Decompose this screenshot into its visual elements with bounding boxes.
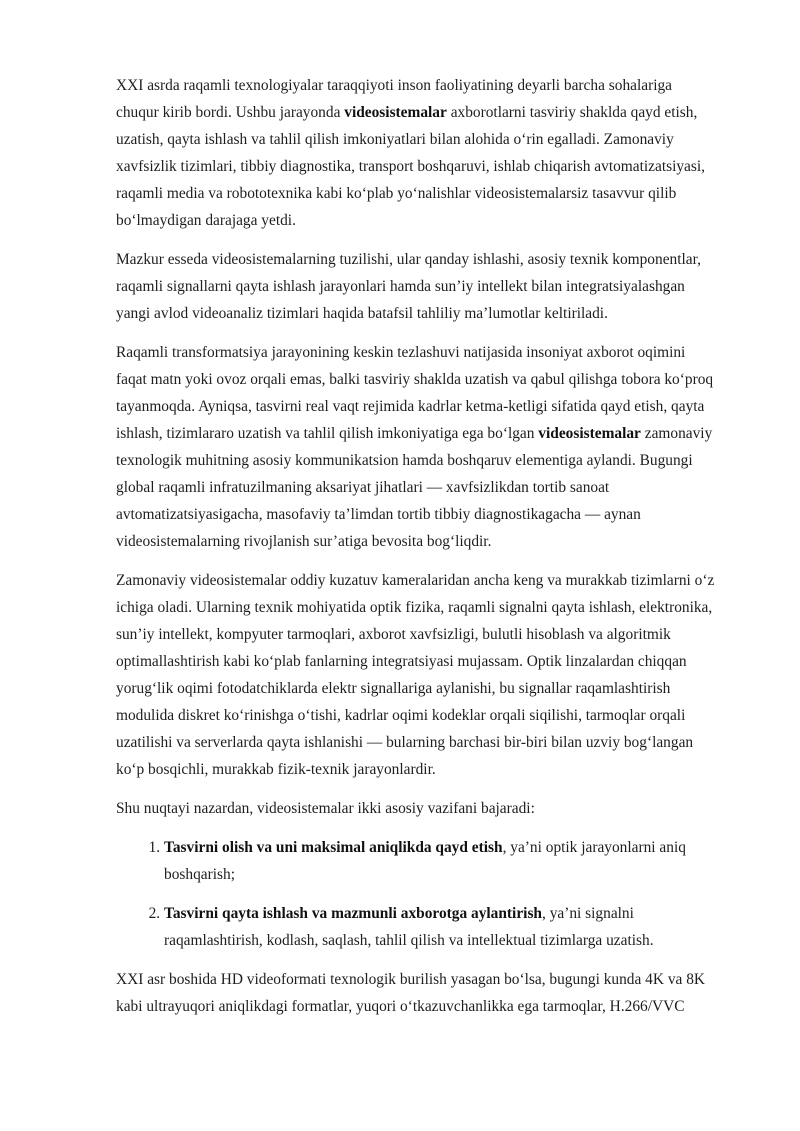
list-item-text: , ya’ni signalni raqamlashtirish, kodlash, saqlash, tahlil qilish va intellektual tizimlarga uzatish. [164, 905, 654, 949]
text-span: XXI asrda raqamli texnologiyalar taraqqiyoti inson faoliyatining deyarli barcha sohalariga chuqur kirib bordi. Ushbu jarayonda [116, 77, 673, 121]
paragraph-digital-transformation [116, 339, 716, 555]
list-item-text: , ya’ni optik jarayonlarni aniq boshqarish; [164, 839, 686, 883]
paragraph-essay-scope: Mazkur esseda videosistemalarning tuzilishi, ular qanday ishlashi, asosiy texnik komponentlar, raqamli signallarni qayta ishlash jarayonlari hamda sun’iy intellekt bilan integratsiyalashgan yangi avlod videoanaliz tizimlari haqida batafsil tahliliy ma’lumotlar keltiriladi. [116, 251, 701, 322]
list-item-bold: Tasvirni olish va uni maksimal aniqlikda qayd etish [164, 839, 503, 856]
document-page [116, 72, 716, 1032]
text-span: Raqamli transformatsiya jarayonining keskin tezlashuvi natijasida insoniyat axborot oqimini faqat matn yoki ovoz orqali emas, balki tasviriy shaklda uzatish va qabul qilishga tobora koʻproq tayanmoqda. Ayniqsa, tasvirni real vaqt rejimida kadrlar ketma-ketligi sifatida qayd etish, qayta ishlash, tizimlararo uzatish va tahlil qilish imkoniyatiga ega boʻlgan [116, 344, 714, 442]
text-span: axborotlarni tasviriy shaklda qayd etish, uzatish, qayta ishlash va tahlil qilish imkoniyatlari bilan alohida oʻrin egalladi. Zamonaviy xavfsizlik tizimlari, tibbiy diagnostika, transport boshqaruvi, ishlab chiqarish avtomatizatsiyasi, raqamli media va robototexnika kabi koʻplab yoʻnalishlar videosistemalarsiz tasavvur qilib boʻlmaydigan darajaga yetdi. [116, 104, 705, 229]
tasks-list [116, 834, 716, 954]
paragraph-two-tasks-intro: Shu nuqtayi nazardan, videosistemalar ikki asosiy vazifani bajaradi: [116, 800, 535, 817]
bold-term: videosistemalar [344, 104, 447, 121]
paragraph-hd-formats: XXI asr boshida HD videoformati texnologik burilish yasagan boʻlsa, bugungi kunda 4K va 8K kabi ultrayuqori aniqlikdagi formatlar, yuqori oʻtkazuvchanlikka ega tarmoqlar, H.266/VVC [116, 971, 706, 1015]
list-item-bold: Tasvirni qayta ishlash va mazmunli axborotga aylantirish [164, 905, 542, 922]
bold-term: videosistemalar [538, 425, 641, 442]
paragraph-intro [116, 72, 716, 234]
list-item [164, 900, 716, 954]
list-item [164, 834, 716, 888]
paragraph-modern-videosystems: Zamonaviy videosistemalar oddiy kuzatuv kameralaridan ancha keng va murakkab tizimlarni oʻz ichiga oladi. Ularning texnik mohiyatida optik fizika, raqamli signalni qayta ishlash, elektronika, sun’iy intellekt, kompyuter tarmoqlari, axborot xavfsizligi, bulutli hisoblash va algoritmik optimallashtirish kabi koʻplab fanlarning integratsiyasi mujassam. Optik linzalardan chiqqan yorugʻlik oqimi fotodatchiklarda elektr signallariga aylanishi, bu signallar raqamlashtirish modulida diskret koʻrinishga oʻtishi, kadrlar oqimi kodeklar orqali siqilishi, tarmoqlar orqali uzatilishi va serverlarda qayta ishlanishi — bularning barchasi bir-biri bilan uzviy bogʻlangan koʻp bosqichli, murakkab fizik-texnik jarayonlardir. [116, 572, 715, 778]
text-span: zamonaviy texnologik muhitning asosiy kommunikatsion hamda boshqaruv elementiga aylandi. Bugungi global raqamli infratuzilmaning aksariyat jihatlari — xavfsizlikdan tortib sanoat avtomatizatsiyasigacha, masofaviy ta’limdan tortib tibbiy diagnostikagacha — aynan videosistemalarning rivojlanish sur’atiga bevosita bogʻliqdir. [116, 425, 713, 550]
